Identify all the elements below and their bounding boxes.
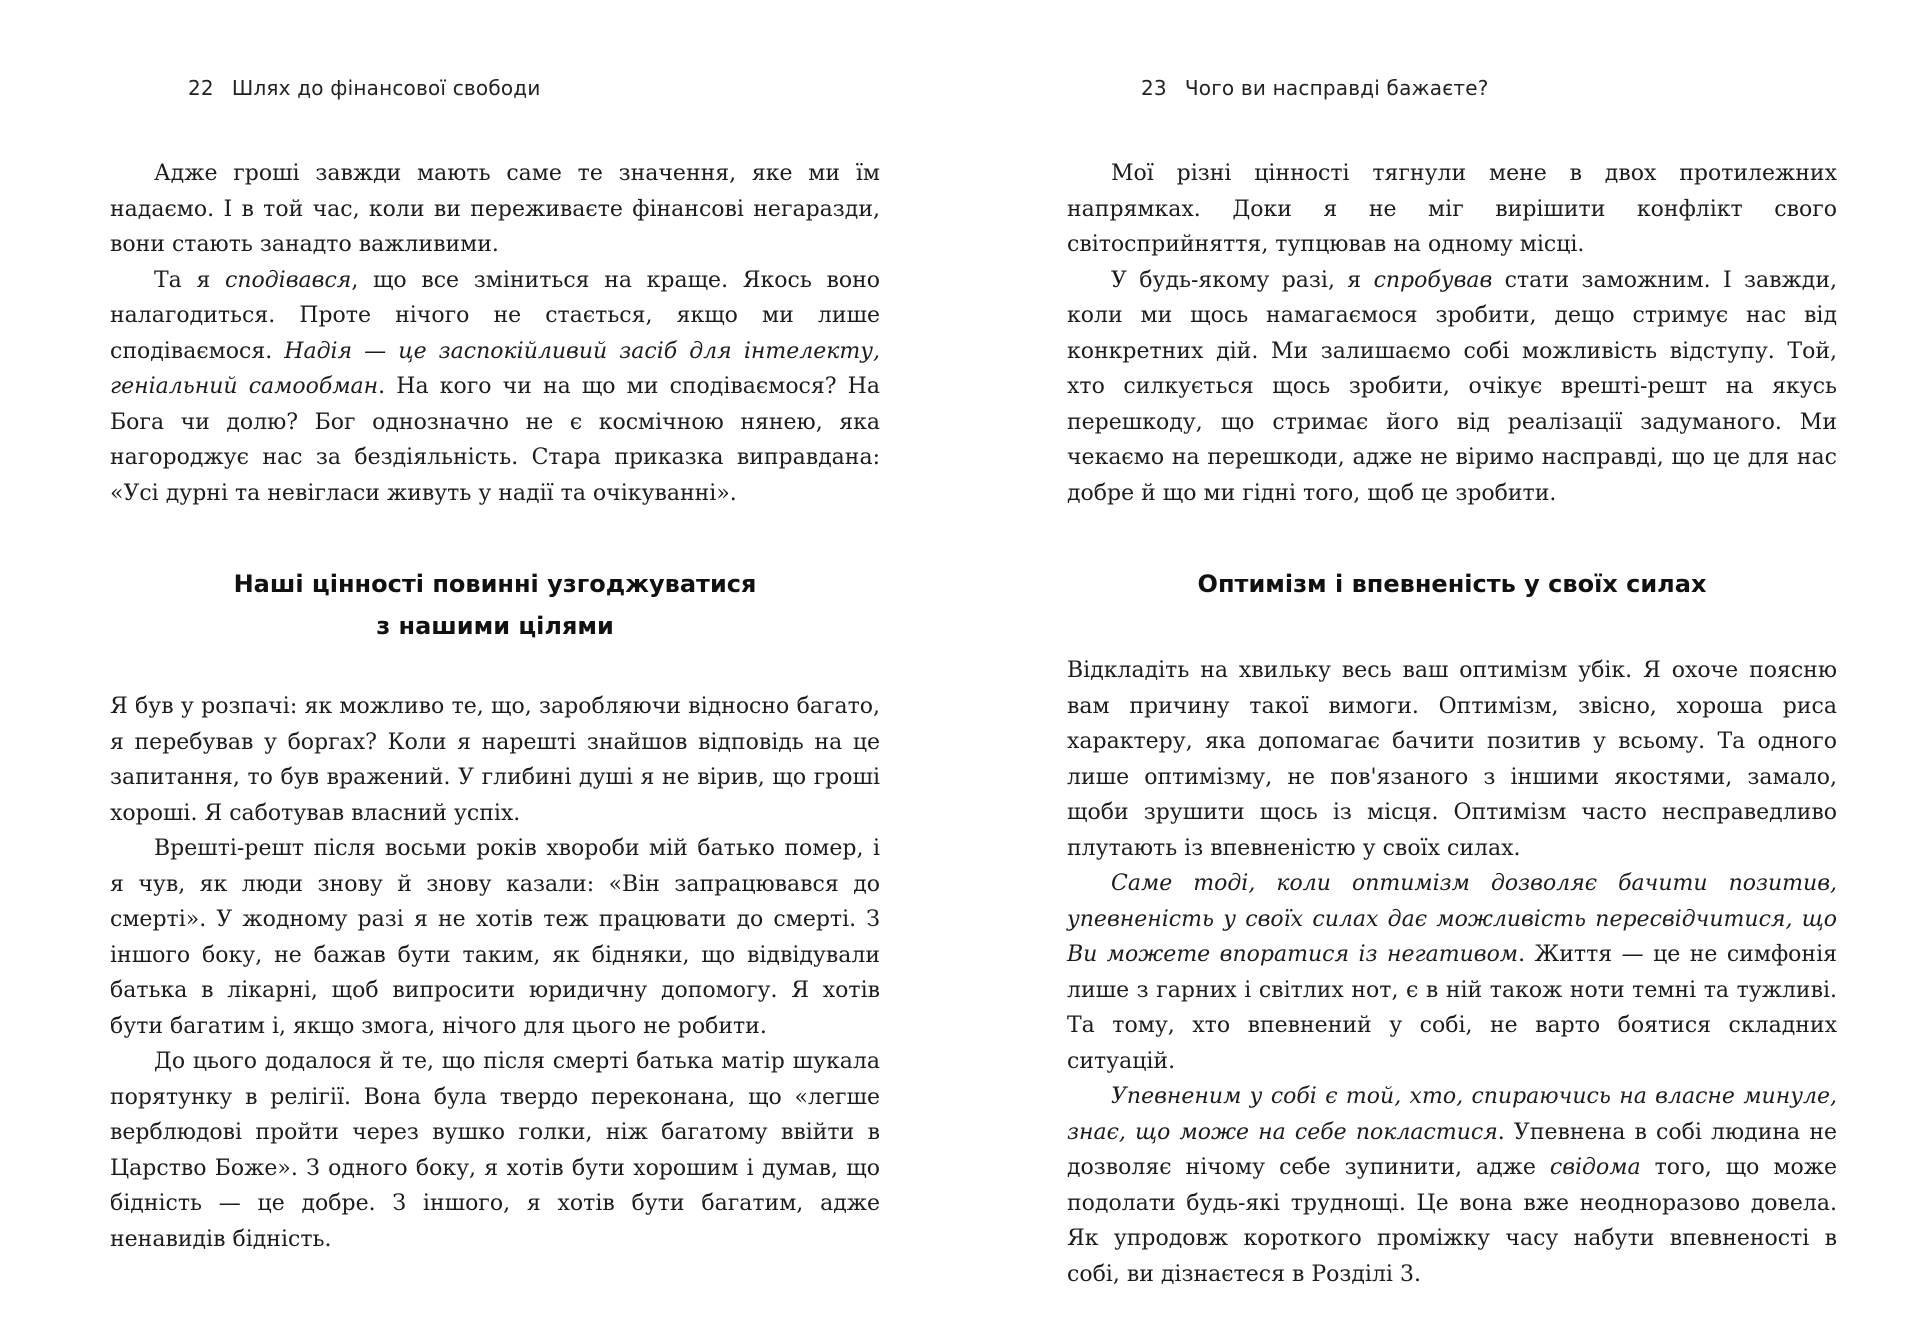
paragraph — [110, 263, 880, 512]
paragraph — [110, 156, 880, 263]
italic-text: Упевненим у собі є той, хто, спираючись на власне минуле, знає, що може на себе покластися — [1067, 1084, 1837, 1145]
paragraph — [1067, 1079, 1837, 1292]
italic-text: Надія — це заспокійливий засіб для інтелекту, геніальний самообман — [110, 338, 881, 399]
running-header — [1141, 76, 1489, 100]
text-run: Врешті-решт після восьми років хвороби мій батько помер, і я чув, як люди знову й знову казали: «Він запрацювався до смерті». У жодному разі я не хотів теж працювати до смерті. З іншого боку, не бажав бути таким, як бідняки, що відвідували батька в лікарні, щоб випросити юридичну допомогу. Я хотів бути багатим і, якщо змога, нічого для цього не робити. — [110, 836, 880, 1039]
body-text-bottom — [110, 689, 880, 1257]
paragraph — [1067, 866, 1837, 1079]
text-run: Я був у розпачі: як можливо те, що, заробляючи відносно багато, я перебував у боргах? Коли я нарешті знайшов відповідь на це запитання, то був вражений. У глибині душі я не вірив, що гроші хороші. Я саботував власний успіх. — [110, 694, 880, 826]
heading-line: Наші цінності повинні узгоджуватися — [233, 570, 757, 598]
text-run: Адже гроші завжди мають саме те значення, яке ми їм надаємо. І в той час, коли ви переживаєте фінансові негаразди, вони стають занадто важливими. — [110, 161, 880, 257]
text-run: До цього додалося й те, що після смерті батька матір шукала порятунку в релігії. Вона була твердо переконана, що «легше верблюдові пройти через вушко голки, ніж багатому ввійти в Царство Боже». З одного боку, я хотів бути хорошим і думав, що бідність — це добре. З іншого, я хотів бути багатим, адже ненавидів бідність. — [110, 1049, 880, 1252]
running-header — [188, 76, 541, 100]
section-heading — [1067, 563, 1837, 605]
text-run: Та я — [154, 267, 225, 293]
body-text-top — [1067, 156, 1837, 511]
paragraph — [1067, 263, 1837, 512]
page-number: 22 — [188, 76, 214, 100]
page-number: 23 — [1141, 76, 1167, 100]
italic-text: сподівався — [225, 267, 352, 293]
text-run: У будь-якому разі, я — [1111, 267, 1374, 293]
heading-line: Оптимізм і впевненість у своїх силах — [1197, 570, 1707, 598]
body-text-bottom — [1067, 653, 1837, 1292]
running-title: Чого ви насправді бажаєте? — [1184, 76, 1489, 100]
text-run: , що все зміниться на краще. Якось воно налагодиться. Проте нічого не стається, якщо ми лише сподіваємося. — [110, 267, 880, 364]
text-run: . На кого чи на що ми сподіваємося? На Бога чи долю? Бог однозначно не є космічною нянею, яка нагороджує нас за бездіяльність. Стара приказка виправдана: «Усі дурні та невіглаcи живуть у надії та очікуванні». — [110, 374, 880, 506]
italic-text: свідома — [1549, 1155, 1641, 1180]
paragraph — [110, 689, 880, 831]
paragraph — [1067, 653, 1837, 866]
running-title: Шлях до фінансової свободи — [231, 76, 541, 100]
italic-text: спробував — [1373, 267, 1493, 293]
section-heading — [110, 563, 880, 647]
text-run: . Життя — це не симфонія лише з гарних і світлих нот, є в ній також ноти темні та тужливі. Та тому, хто впевнений у собі, не варто боятися складних ситуацій. — [1067, 942, 1837, 1074]
text-run: стати заможним. І завжди, коли ми щось намагаємося зробити, дещо стримує нас від конкретних дій. Ми залишаємо собі можливість відступу. Той, хто силкується щось зробити, очікує врешті-решт на якусь перешкоду, що стримає його від реалізації задуманого. Ми чекаємо на перешкоди, адже не віримо насправді, що це для нас добре й що ми гідні того, щоб це зробити. — [1067, 267, 1837, 506]
text-run: Мої різні цінності тягнули мене в двох протилежних напрямках. Доки я не міг вирішити конфлікт свого світосприйняття, тупцював на одному місці. — [1067, 161, 1837, 257]
italic-text: Саме тоді, коли оптимізм дозволяє бачити позитив, упевненість у своїх силах дає можливість пересвідчитися, що Ви можете впоратися із негативом — [1067, 871, 1837, 967]
text-run: . Упевнена в собі людина не дозволяє нічому себе зупинити, адже — [1067, 1119, 1837, 1180]
heading-line: з нашими цілями — [376, 612, 614, 640]
body-text-top — [110, 156, 880, 511]
paragraph — [110, 1044, 880, 1257]
text-run: того, що може подолати будь-які труднощі. Це вона вже неодноразово довела. Як упродовж короткого проміжку часу набути впевненості в собі, ви дізнаєтеся в Розділі 3. — [1067, 1155, 1837, 1287]
paragraph — [1067, 156, 1837, 263]
paragraph — [110, 831, 880, 1044]
text-run: Відкладіть на хвильку весь ваш оптимізм убік. Я охоче поясню вам причину такої вимоги. Оптимізм, звісно, хороша риса характеру, яка допомагає бачити позитив у всьому. Та одного лише оптимізму, не пов'язаного з іншими якостями, замало, щоби зрушити щось із місця. Оптимізм часто несправедливо плутають із впевненістю у своїх силах. — [1067, 658, 1837, 861]
